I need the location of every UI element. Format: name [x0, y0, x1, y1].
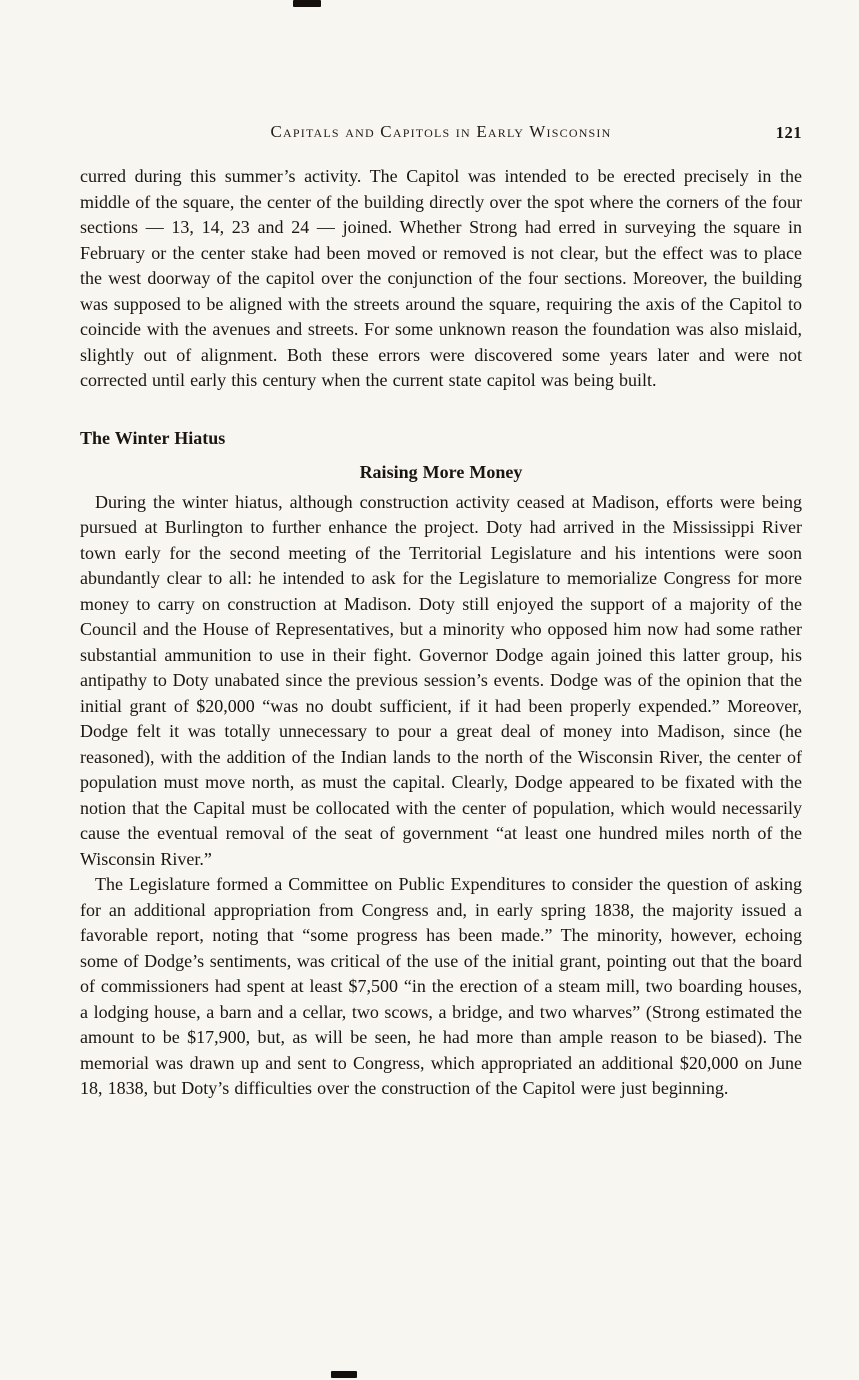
paragraph: The Legislature formed a Committee on Public Expenditures to consider the question of asking for an additional appropriation from Congress and, in early spring 1838, the majority issued a favorable report, noting that “some progress has been made.” The minority, however, echoing some of Dodge’s sentiments, was critical of the use of the initial grant, pointing out that the board of commissioners had spent at least $7,500 “in the erection of a steam mill, two boarding houses, a lodging house, a barn and a cellar, two scows, a bridge, and two wharves” (Strong estimated the amount to be $17,900, but, as will be seen, he had more than ample reason to be biased). The memorial was drawn up and sent to Congress, which appropriated an additional $20,000 on June 18, 1838, but Doty’s difficulties over the construction of the Capitol were just beginning. [80, 874, 802, 1098]
page-number: 121 [775, 123, 802, 142]
running-title: Capitals and Capitols in Early Wisconsin [270, 122, 612, 141]
subsection-heading: Raising More Money [359, 461, 523, 482]
section-heading: The Winter Hiatus [80, 427, 226, 448]
page-body [80, 164, 802, 1102]
paragraph: During the winter hiatus, although construction activity ceased at Madison, efforts were being pursued at Burlington to further enhance the project. Doty had arrived in the Mississippi River town early for the second meeting of the Territorial Legislature and his intentions were soon abundantly clear to all: he intended to ask for the Legislature to memorialize Congress for more money to carry on construction at Madison. Doty still enjoyed the support of a majority of the Council and the House of Representatives, but a minority who opposed him now had some rather substantial ammunition to use in their fight. Governor Dodge again joined this latter group, his antipathy to Doty unabated since the previous session’s events. Dodge was of the opinion that the initial grant of $20,000 “was no doubt sufficient, if it had been properly expended.” Moreover, Dodge felt it was totally unnecessary to pour a great deal of money into Madison, since (he reasoned), with the addition of the Indian lands to the north of the Wisconsin River, the center of population must move north, as must the capital. Clearly, Dodge appeared to be fixated with the notion that the Capital must be collocated with the center of population, which would necessarily cause the eventual removal of the seat of government “at least one hundred miles north of the Wisconsin River.” [80, 491, 802, 869]
scan-artifact-bottom [331, 1371, 357, 1378]
running-header [80, 122, 802, 142]
scan-artifact-top [293, 0, 321, 7]
paragraph-continuation: curred during this summer’s activity. The Capitol was intended to be erected precisely in the middle of the square, the center of the building directly over the spot where the corners of the four sections — 13, 14, 23 and 24 — joined. Whether Strong had erred in surveying the square in February or the center stake had been moved or removed is not clear, but the effect was to place the west doorway of the capitol over the conjunction of the four sections. Moreover, the building was supposed to be aligned with the streets around the square, requiring the axis of the Capitol to coincide with the avenues and streets. For some unknown reason the foundation was also mislaid, slightly out of alignment. Both these errors were discovered some years later and were not corrected until early this century when the current state capitol was being built. [80, 166, 802, 390]
